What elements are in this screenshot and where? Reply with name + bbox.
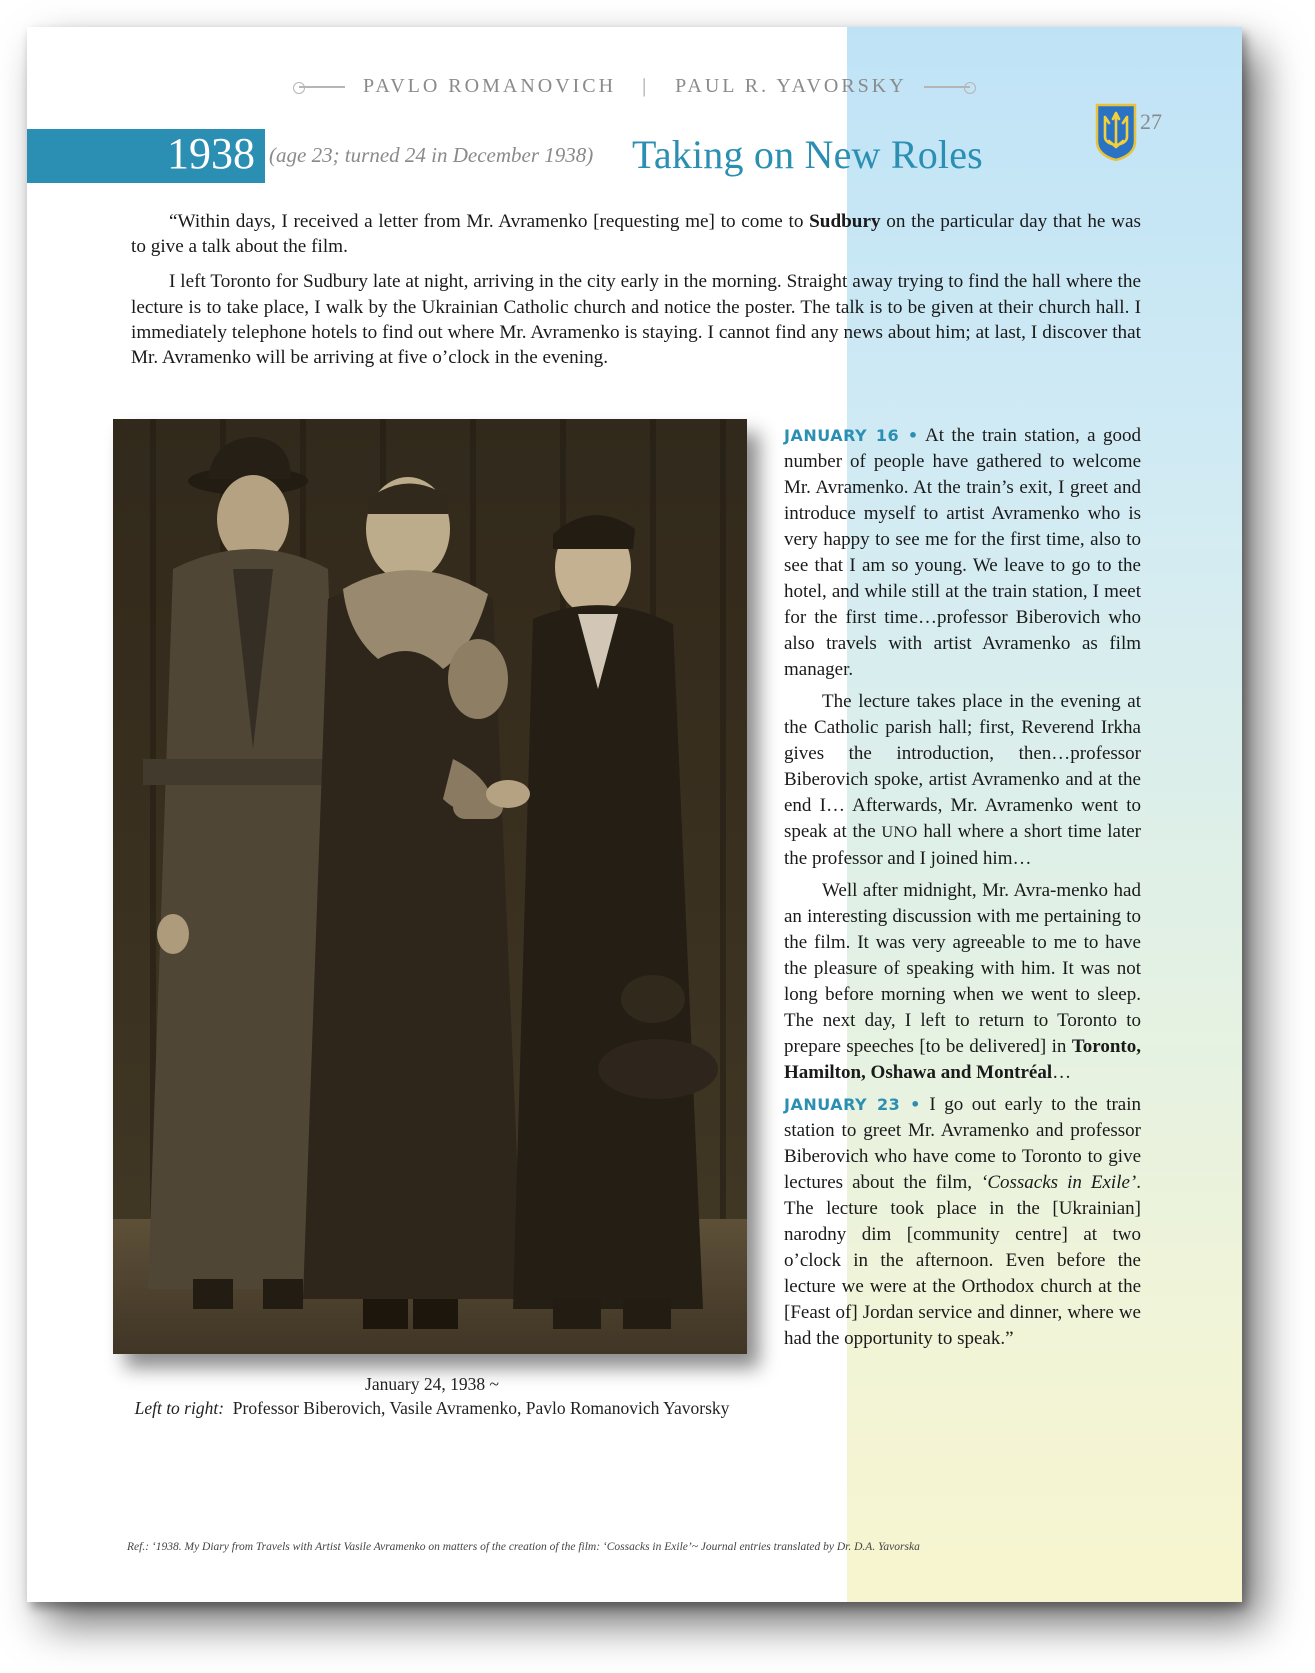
running-head	[27, 75, 1242, 98]
caption-date: January 24, 1938 ~	[365, 1374, 499, 1394]
caption-label: Left to right:	[134, 1398, 225, 1418]
lecture-paragraph	[784, 689, 1141, 872]
intro-p1-text-a: “Within days, I received a letter from Mr. Avramenko [requesting me] to come to	[169, 211, 810, 232]
entry-jan-16	[784, 423, 1141, 683]
intro-paragraph-1	[131, 209, 1141, 259]
caption-names: Professor Biberovich, Vasile Avramenko, Pavlo Romanovich Yavorsky	[232, 1398, 730, 1418]
ornament-right-icon	[924, 86, 970, 88]
intro-paragraph-2: I left Toronto for Sudbury late at night, arriving in the city early in the morning. Straight away trying to find the hall where the lecture is to take place, I walk by the Ukrainian Catholic church and notice the poster. The talk is to be given at their church hall. I immediately telephone hotels to find out where Mr. Avramenko is staying. I cannot find any news about him; at last, I discover that Mr. Avramenko will be arriving at five o’clock in the evening.	[131, 271, 1141, 369]
lecture-text-b: hall where a short time later the professor and I joined him…	[784, 821, 1142, 869]
uno-abbrev: UNO	[881, 824, 918, 841]
entry-jan-16-text: At the train station, a good number of people have gathered to welcome Mr. Avramenko. At the train’s exit, I greet and introduce myself to artist Avramenko who is very happy to see me for the first time, also to see that I am so young. We leave to go to the hotel, and while still at the train station, I meet for the first time…professor Biberovich who also travels with artist Avramenko as film manager.	[784, 425, 1141, 680]
reference-note: Ref.: ‘1938. My Diary from Travels with Artist Vasile Avramenko on matters of the creation of the film: ‘Cossacks in Exile’~ Journal entries translated by Dr. D.A. Yavorska	[127, 1541, 920, 1553]
midnight-text-b: …	[1052, 1062, 1072, 1083]
photo-image	[113, 419, 747, 1354]
date-jan-16: JANUARY 16 •	[784, 426, 919, 445]
cities-bold: Toronto, Hamilton, Oshawa and Montréal	[784, 1036, 1141, 1083]
entry-jan-23-text-b: . The lecture took place in the [Ukrainian] narodny dim [community centre] at two o’clock in the afternoon. Even before the lecture we were at the Orthodox church at the [Feast of] Jordan service and dinner, where we had the opportunity to speak.”	[784, 1172, 1141, 1349]
intro-p1-text-b: on the particular day that he was to give a talk about the film.	[131, 211, 1141, 258]
author-name-left: PAVLO ROMANOVICH	[363, 75, 617, 97]
entry-jan-23-text-a: I go out early to the train station to greet Mr. Avramenko and professor Biberovich who have come to Toronto to give lectures about the film,	[784, 1094, 1142, 1193]
entry-jan-23	[784, 1092, 1141, 1352]
date-jan-23: JANUARY 23 •	[784, 1095, 921, 1114]
age-note: (age 23; turned 24 in December 1938)	[269, 143, 594, 167]
chapter-title: Taking on New Roles	[632, 132, 983, 177]
historical-photo	[113, 419, 747, 1354]
book-page	[27, 27, 1242, 1602]
midnight-text-a: Well after midnight, Mr. Avra-menko had an interesting discussion with me pertaining to the film. It was very agreeable to me to have the pleasure of speaking with him. It was not long before morning when we went to sleep. The next day, I left to return to Toronto to prepare speeches [to be delivered] in	[784, 880, 1141, 1057]
page-number: 27	[1140, 109, 1162, 134]
ornament-left-icon	[299, 86, 345, 88]
intro-text	[131, 209, 1141, 380]
photo-caption	[87, 1372, 777, 1420]
header-separator: |	[642, 75, 650, 97]
year-label: 1938	[167, 129, 255, 178]
diary-column	[784, 423, 1141, 1358]
midnight-paragraph	[784, 878, 1141, 1086]
lecture-text-a: The lecture takes place in the evening at the Catholic parish hall; first, Reverend Irkha gives the introduction, then…professor Biberovich spoke, artist Avramenko and at the end I… Afterwards, Mr. Avramenko went to speak at the	[784, 691, 1141, 842]
caption-names-line	[87, 1396, 777, 1420]
film-title-italic: ‘Cossacks in Exile’	[981, 1172, 1137, 1193]
author-name-right: PAUL R. YAVORSKY	[675, 75, 906, 97]
trident-icon	[1095, 103, 1137, 161]
intro-p1-bold: Sudbury	[809, 211, 881, 232]
